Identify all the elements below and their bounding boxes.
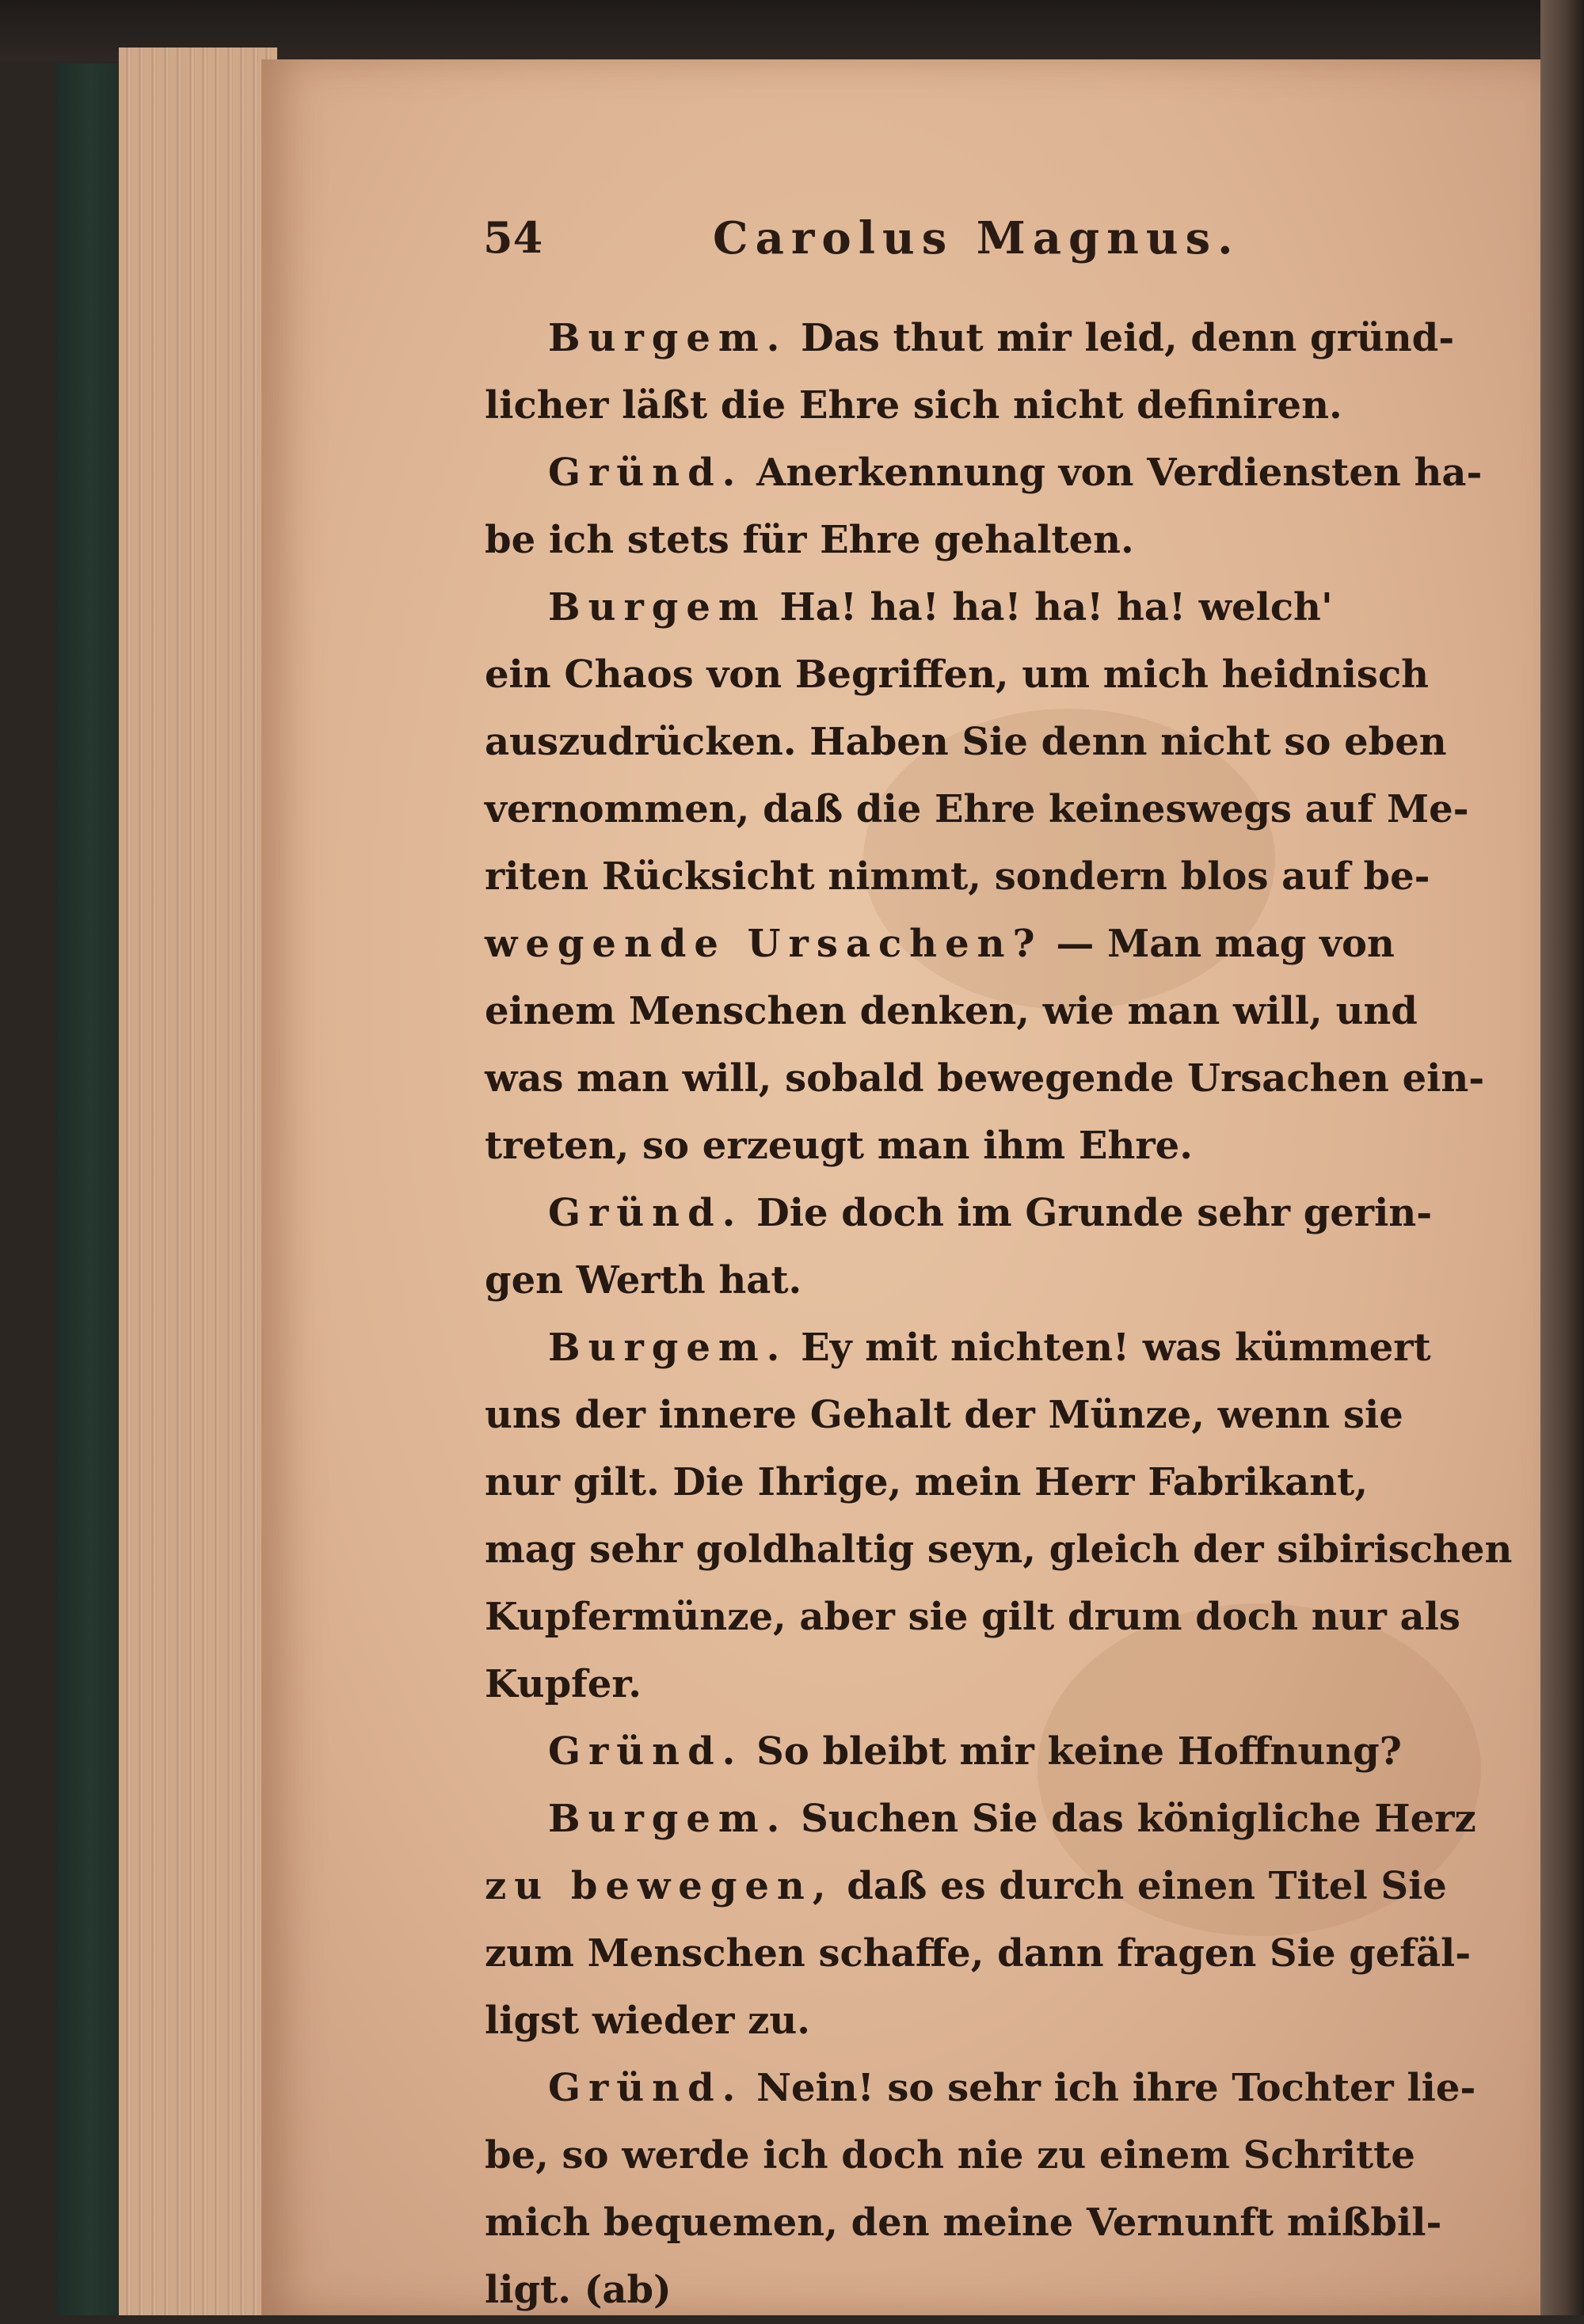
running-title: Carolus Magnus. xyxy=(713,212,1240,264)
emphasized-text: zu bewegen, xyxy=(485,1864,834,1908)
text-line xyxy=(485,1987,1467,2055)
text-line xyxy=(485,1516,1513,1584)
dialogue-line xyxy=(485,439,1483,507)
text-line xyxy=(485,1853,1467,1920)
text-line xyxy=(485,507,1467,574)
page-header xyxy=(483,212,1457,276)
text-line xyxy=(485,2122,1467,2189)
next-page-edge xyxy=(1540,0,1584,2315)
line-text: daß es durch einen Titel Sie xyxy=(847,1864,1447,1908)
dialogue-line xyxy=(485,2055,1476,2122)
text-line xyxy=(485,1382,1467,1449)
speaker-name: Burgem. xyxy=(548,316,788,360)
text-line xyxy=(485,641,1467,709)
line-text: Suchen Sie das königliche Herz xyxy=(801,1797,1476,1841)
page-edges xyxy=(119,48,277,2315)
line-text: einem Menschen denken, wie man will, und xyxy=(485,989,1418,1033)
speaker-name: Burgem xyxy=(548,585,767,629)
speaker-name: Gründ. xyxy=(548,451,744,495)
line-text: Das thut mir leid, denn gründ- xyxy=(801,316,1455,360)
line-text: zum Menschen schaffe, dann fragen Sie gefäl- xyxy=(485,1931,1472,1976)
text-line xyxy=(485,911,1467,978)
page-number: 54 xyxy=(483,212,543,263)
text-line xyxy=(485,2189,1467,2257)
line-text: gen Werth hat. xyxy=(485,1258,802,1303)
text-line xyxy=(485,372,1467,439)
line-text: Kupfermünze, aber sie gilt drum doch nur als xyxy=(485,1595,1460,1639)
speaker-name: Burgem. xyxy=(548,1326,788,1370)
text-line xyxy=(485,1584,1467,1651)
line-text: ligst wieder zu. xyxy=(485,1999,810,2043)
line-text: nur gilt. Die Ihrige, mein Herr Fabrikant, xyxy=(485,1460,1369,1504)
dialogue-line xyxy=(485,305,1467,372)
text-line xyxy=(485,1449,1467,1516)
dialogue-line xyxy=(485,1718,1467,1786)
text-line xyxy=(485,1113,1467,1180)
line-text: be, so werde ich doch nie zu einem Schritte xyxy=(485,2133,1415,2178)
line-text: mich bequemen, den meine Vernunft mißbil- xyxy=(485,2200,1442,2245)
dialogue-line xyxy=(485,574,1467,641)
line-text: licher läßt die Ehre sich nicht definiren. xyxy=(485,383,1342,428)
line-text: treten, so erzeugt man ihm Ehre. xyxy=(485,1124,1193,1168)
text-line xyxy=(485,1920,1472,1987)
line-text: uns der innere Gehalt der Münze, wenn sie xyxy=(485,1393,1403,1437)
line-text: Kupfer. xyxy=(485,1662,642,1706)
text-line xyxy=(485,2257,1467,2324)
page-text xyxy=(485,305,1513,2324)
line-text: riten Rücksicht nimmt, sondern blos auf be- xyxy=(485,854,1430,899)
line-text: — Man mag von xyxy=(1056,922,1395,966)
text-line xyxy=(485,1045,1485,1113)
dialogue-line xyxy=(485,1180,1467,1247)
line-text: Die doch im Grunde sehr gerin- xyxy=(756,1191,1433,1235)
speaker-name: Burgem. xyxy=(548,1797,788,1841)
line-text: ein Chaos von Begriffen, um mich heidnisch xyxy=(485,652,1430,697)
line-text: Anerkennung von Verdiensten ha- xyxy=(756,451,1483,495)
text-line xyxy=(485,709,1467,776)
line-text: Ey mit nichten! was kümmert xyxy=(801,1326,1431,1370)
line-text: mag sehr goldhaltig seyn, gleich der sibirischen xyxy=(485,1527,1513,1572)
speaker-name: Gründ. xyxy=(548,1729,744,1774)
speaker-name: Gründ. xyxy=(548,1191,744,1235)
line-text: was man will, sobald bewegende Ursachen ein- xyxy=(485,1056,1485,1101)
line-text: Nein! so sehr ich ihre Tochter lie- xyxy=(756,2066,1476,2110)
line-text: be ich stets für Ehre gehalten. xyxy=(485,518,1134,562)
dialogue-line xyxy=(485,1314,1467,1382)
line-text: So bleibt mir keine Hoffnung? xyxy=(756,1729,1402,1774)
text-line xyxy=(485,1651,1467,1718)
dialogue-line xyxy=(485,1786,1476,1853)
text-line xyxy=(485,1247,1467,1314)
line-text: vernommen, daß die Ehre keineswegs auf Me- xyxy=(485,787,1469,831)
line-text: Ha! ha! ha! ha! ha! welch' xyxy=(779,585,1333,629)
text-line xyxy=(485,843,1467,911)
text-line xyxy=(485,978,1467,1045)
emphasized-text: wegende Ursachen? xyxy=(485,922,1043,966)
line-text: ligt. (ab) xyxy=(485,2268,672,2312)
text-line xyxy=(485,776,1467,843)
speaker-name: Gründ. xyxy=(548,2066,744,2110)
line-text: auszudrücken. Haben Sie denn nicht so eben xyxy=(485,720,1447,764)
